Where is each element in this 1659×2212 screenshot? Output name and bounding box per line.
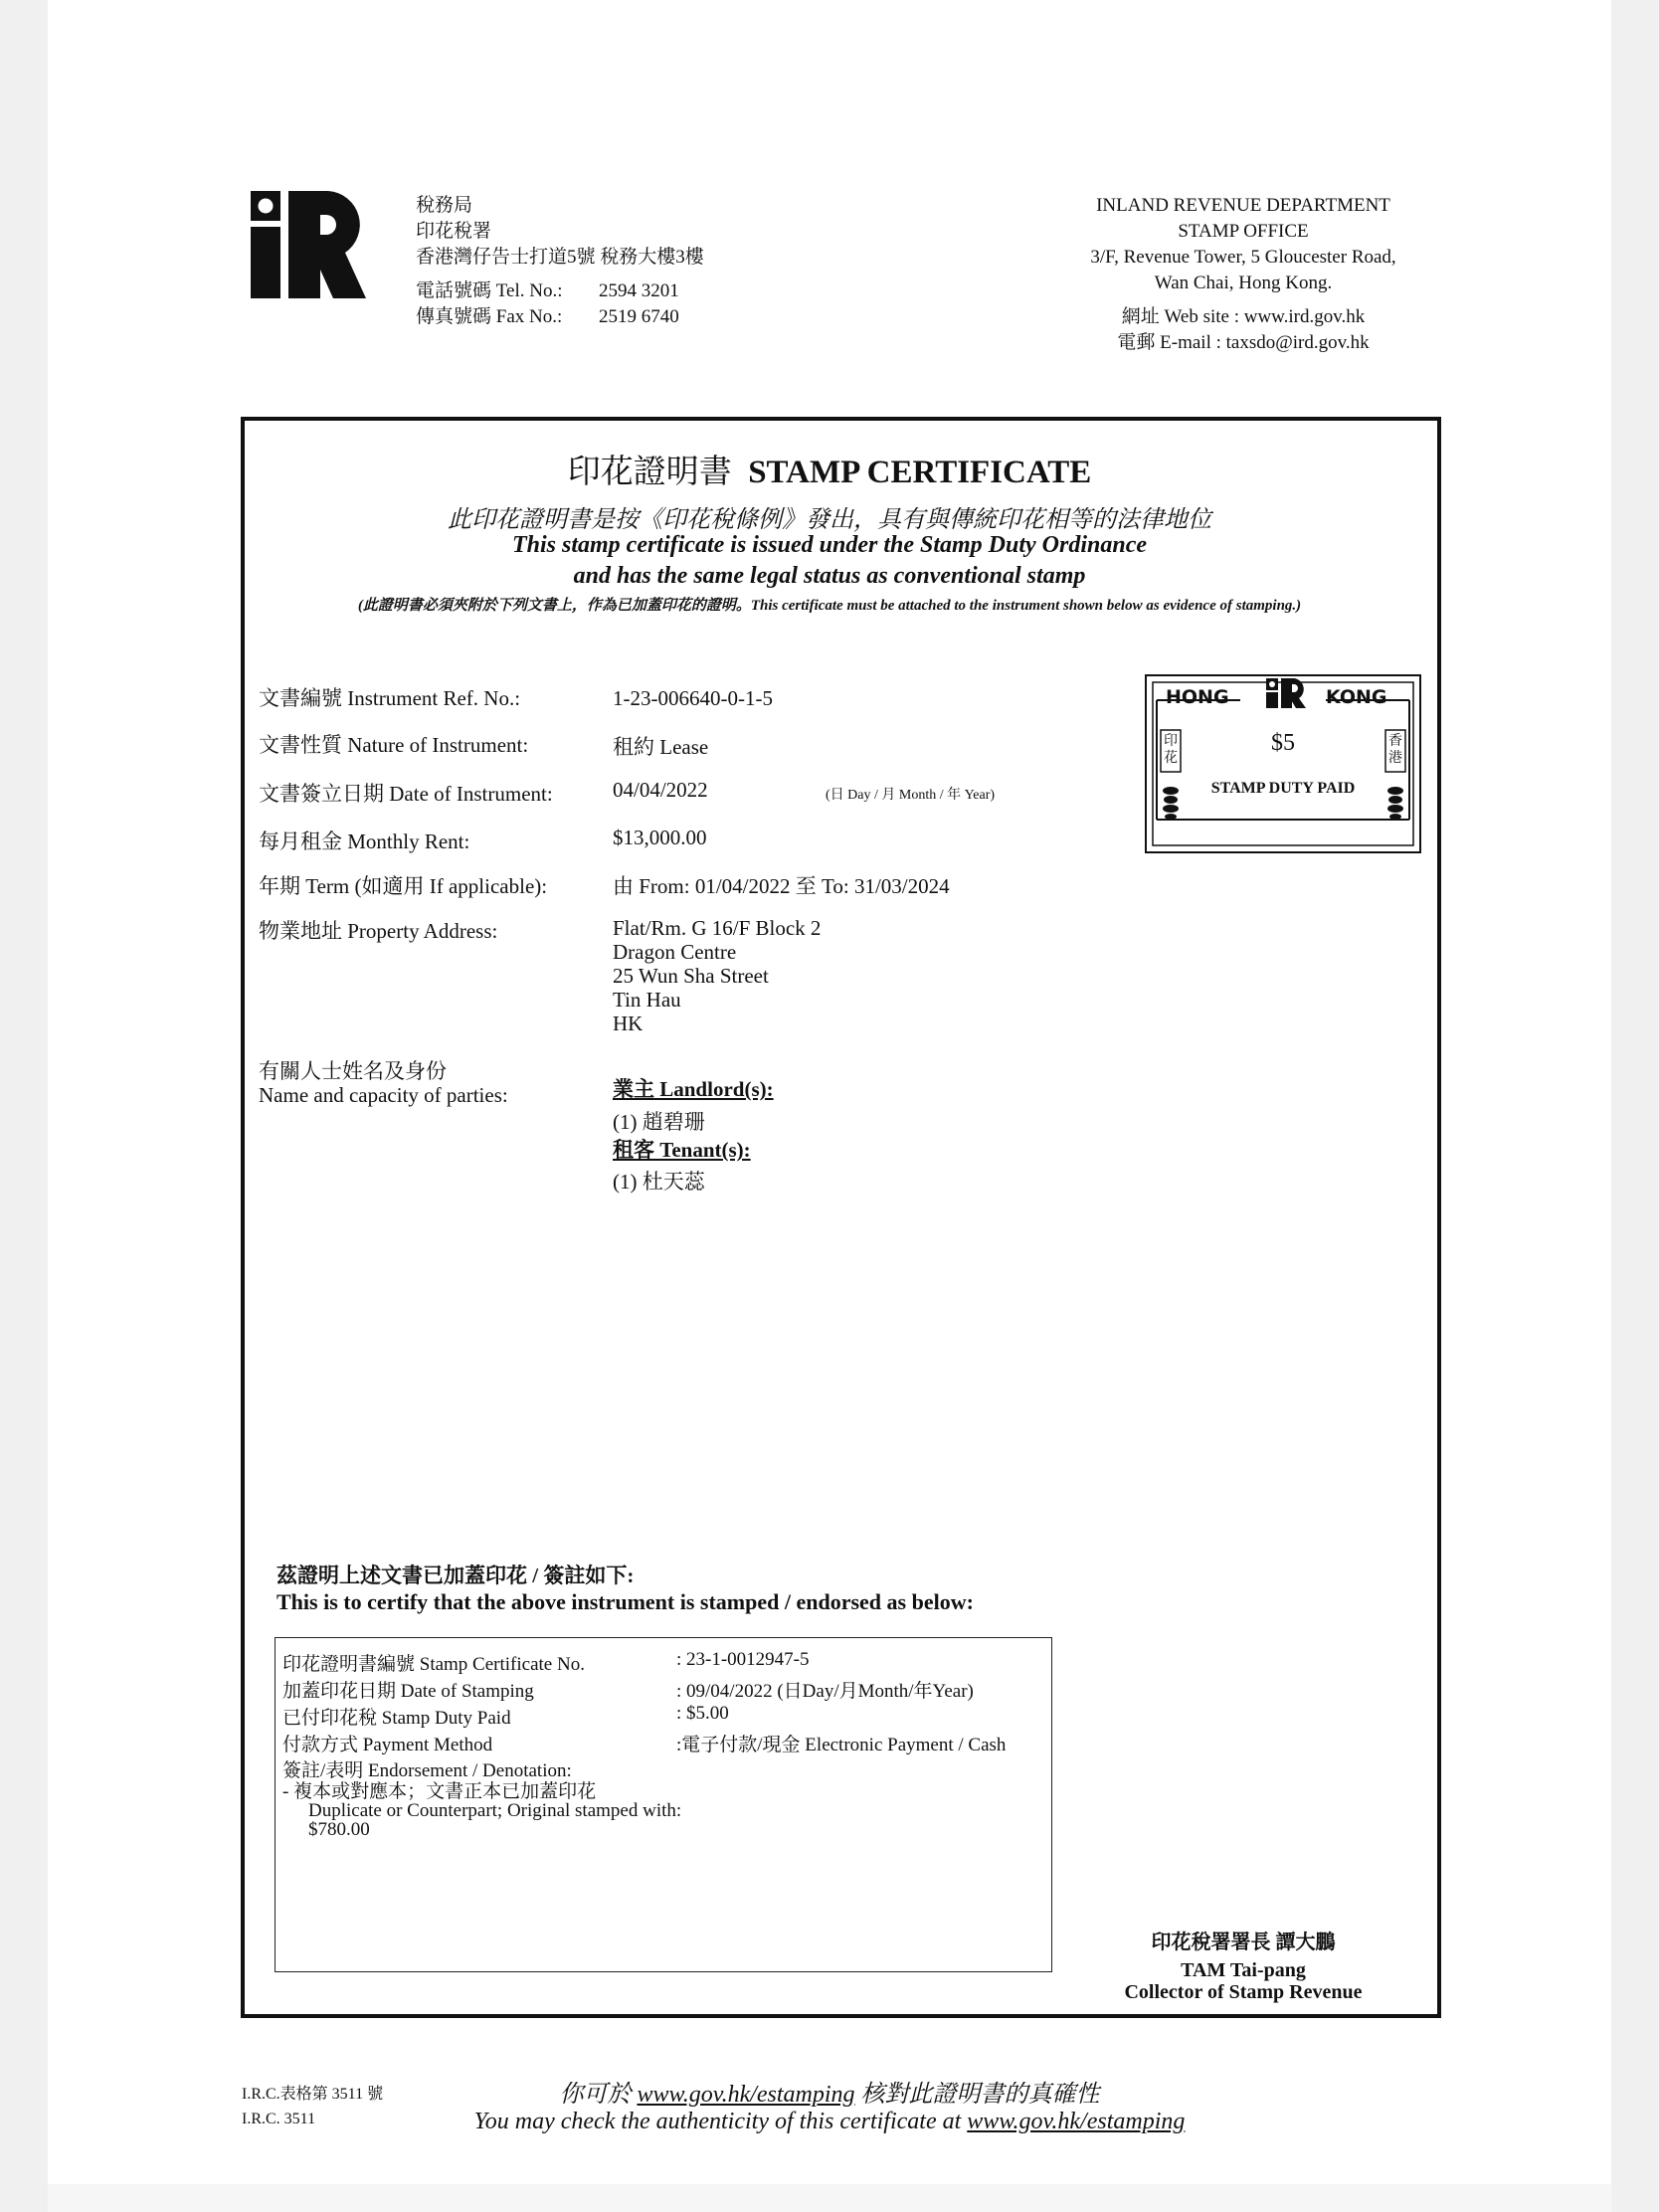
stamp-kong-text: KONG: [1326, 686, 1387, 708]
email-link[interactable]: 電郵 E-mail : taxsdo@ird.gov.hk: [1117, 332, 1370, 353]
stamp-paid-text: STAMP DUTY PAID: [1210, 780, 1356, 797]
property-address-label: 物業地址 Property Address:: [259, 919, 498, 943]
stamp-amount: $5: [1271, 730, 1295, 756]
tenant-name: (1) 杜天蕊: [613, 1170, 705, 1194]
ref-no-value: 1-23-006640-0-1-5: [613, 686, 773, 710]
collector-title: Collector of Stamp Revenue: [1124, 1981, 1363, 2003]
endorsement-line: Duplicate or Counterpart; Original stamped with:: [308, 1800, 682, 1821]
certificate-no-label: 印花證明書編號 Stamp Certificate No.: [282, 1654, 585, 1675]
header-zh-line: 稅務局: [416, 195, 473, 216]
term-label: 年期 Term (如適用 If applicable):: [259, 874, 548, 898]
header-zh-line: 香港灣仔告士打道5號 稅務大樓3樓: [416, 247, 704, 268]
header-en-line: 3/F, Revenue Tower, 5 Gloucester Road,: [1090, 247, 1396, 268]
payment-method-label: 付款方式 Payment Method: [282, 1735, 493, 1755]
parties-label: [259, 1059, 508, 1107]
monthly-rent-label: 每月租金 Monthly Rent:: [259, 830, 470, 853]
monthly-rent-value: $13,000.00: [613, 826, 707, 849]
address-line: Tin Hau: [613, 988, 681, 1012]
endorsement-line: - 複本或對應本；文書正本已加蓋印花: [282, 1781, 597, 1802]
duty-paid-value: : $5.00: [676, 1703, 729, 1724]
stamp-hong-text: HONG: [1166, 686, 1229, 708]
address-line: HK: [613, 1012, 644, 1035]
tenant-heading: 租客 Tenant(s):: [613, 1138, 751, 1162]
form-number-zh: I.R.C.表格第 3511 號: [242, 2086, 384, 2103]
page-margin-left: [0, 0, 48, 2212]
attachment-note: (此證明書必須夾附於下列文書上，作為已加蓋印花的證明。This certificate must be attached to the instrument shown below as evidence of stamping.): [357, 598, 1302, 614]
authenticity-check-zh: [0, 2074, 1659, 2109]
header-en-line: Wan Chai, Hong Kong.: [1154, 273, 1333, 293]
header-zh-line: 印花稅署: [416, 221, 492, 242]
ird-logo-icon: [251, 191, 366, 298]
endorsement-content: [282, 1772, 681, 1839]
website-link[interactable]: 網址 Web site : www.ird.gov.hk: [1121, 306, 1366, 327]
landlord-heading: 業主 Landlord(s):: [613, 1077, 774, 1101]
date-format-hint: (日 Day / 月 Month / 年 Year): [826, 788, 996, 803]
certify-statement-en: This is to certify that the above instrument is stamped / endorsed as below:: [276, 1589, 974, 1614]
tel-value: 2594 3201: [599, 280, 679, 301]
check-zh-pre: 你可於: [559, 2082, 632, 2108]
page-bottom-edge: [48, 2184, 1611, 2212]
estamping-link-zh[interactable]: www.gov.hk/estamping: [637, 2082, 855, 2108]
certificate-no-value: : 23-1-0012947-5: [676, 1649, 810, 1670]
instrument-date-value: 04/04/2022: [613, 778, 708, 802]
stamping-date-value: : 09/04/2022 (日Day/月Month/年Year): [676, 1681, 974, 1702]
endorsement-label: 簽註/表明 Endorsement / Denotation:: [282, 1760, 572, 1781]
form-number-en: I.R.C. 3511: [242, 2111, 316, 2127]
duty-paid-label: 已付印花稅 Stamp Duty Paid: [282, 1708, 511, 1729]
property-address-value: [613, 916, 821, 1035]
header-en-line: STAMP OFFICE: [1178, 221, 1309, 242]
stamping-date-label: 加蓋印花日期 Date of Stamping: [282, 1681, 534, 1702]
title-zh: 印花證明書: [567, 455, 732, 490]
nature-label: 文書性質 Nature of Instrument:: [259, 733, 529, 757]
estamping-link-en[interactable]: www.gov.hk/estamping: [967, 2109, 1186, 2134]
stamp-seal-left: 印花: [1164, 734, 1178, 766]
tel-label: 電話號碼 Tel. No.:: [416, 280, 563, 301]
parties-label-en: Name and capacity of parties:: [259, 1083, 508, 1107]
parties-label-zh: 有關人士姓名及身份: [259, 1059, 447, 1083]
fax-value: 2519 6740: [599, 306, 679, 327]
ref-no-label: 文書編號 Instrument Ref. No.:: [259, 686, 521, 710]
endorsement-line: $780.00: [308, 1819, 370, 1840]
fax-label: 傳真號碼 Fax No.:: [416, 306, 563, 327]
subtitle-zh: 此印花證明書是按《印花稅條例》發出，具有與傳統印花相等的法律地位: [448, 507, 1211, 533]
address-line: Dragon Centre: [613, 940, 737, 964]
nature-value: 租約 Lease: [613, 735, 709, 759]
header-left-block: [416, 193, 704, 330]
address-line: 25 Wun Sha Street: [613, 964, 769, 988]
term-value: 由 From: 01/04/2022 至 To: 31/03/2024: [613, 874, 950, 898]
stamp-seal-right: 香港: [1388, 734, 1402, 766]
check-zh-post: 核對此證明書的真確性: [860, 2082, 1100, 2108]
authenticity-check-en: [0, 2109, 1659, 2135]
collector-name: TAM Tai-pang: [1181, 1959, 1306, 1981]
subtitle-en-line1: This stamp certificate is issued under the Stamp Duty Ordinance: [511, 532, 1148, 558]
certificate-title: [0, 446, 1659, 492]
header-en-line: INLAND REVENUE DEPARTMENT: [1096, 195, 1390, 216]
certify-statement-zh: 茲證明上述文書已加蓋印花 / 簽註如下:: [276, 1564, 635, 1587]
instrument-date-label: 文書簽立日期 Date of Instrument:: [259, 782, 553, 806]
subtitle-en-line2: and has the same legal status as conventional stamp: [573, 563, 1086, 589]
payment-method-value: :電子付款/現金 Electronic Payment / Cash: [676, 1735, 1007, 1755]
collector-signature-zh: 印花稅署署長 譚大鵬: [1151, 1932, 1336, 1953]
check-en-pre: You may check the authenticity of this certificate at: [473, 2109, 962, 2134]
address-line: Flat/Rm. G 16/F Block 2: [613, 916, 822, 940]
title-en: STAMP CERTIFICATE: [748, 455, 1092, 490]
header-right-block: [1005, 193, 1482, 356]
collector-signature-en: [1094, 1959, 1392, 2003]
landlord-name: (1) 趙碧珊: [613, 1110, 705, 1134]
page-margin-right: [1611, 0, 1659, 2212]
